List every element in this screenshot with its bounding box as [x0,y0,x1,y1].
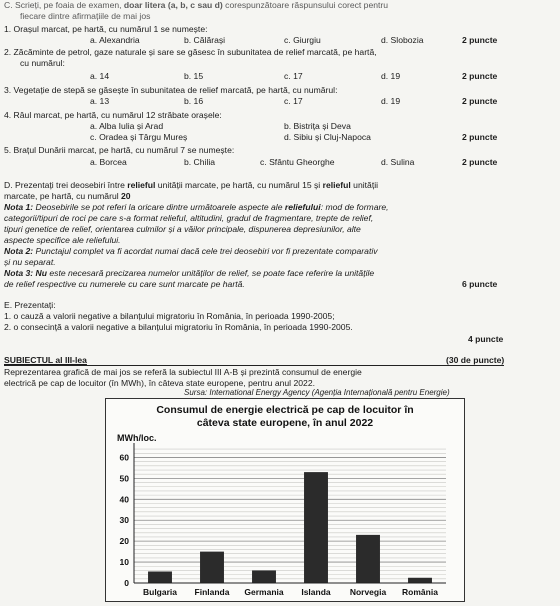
q4-points: 2 puncte [462,132,498,142]
bar-bulgaria [148,571,172,583]
q2-points: 2 puncte [462,71,498,81]
section-d-text: D. Prezentați trei deosebiri între relieful unității marcate, pe hartă, cu numărul 15 și relieful unității [4,180,379,190]
q2-option-d: d. 19 [381,71,401,81]
section-e-item-1: 1. o cauză a valorii negative a bilanțului migratoriu în România, în perioada 1990-2005; [4,311,335,321]
x-tick-label: Islanda [301,587,331,597]
q4-option-b: b. Bistrița și Deva [284,121,351,131]
section-e-points: 4 puncte [468,334,504,344]
question-2-line2: cu numărul: [20,58,65,68]
q4-option-c: c. Oradea și Târgu Mureș [90,132,188,142]
section-e-item-2: 2. o consecință a valorii negative a bilanțului migratoriu în România, în perioada 1990-2005. [4,322,353,332]
question-3: 3. Vegetație de stepă se găsește în subunitatea de relief marcată, pe hartă, cu numărul: [4,85,338,95]
q1-option-b: b. Călărași [184,35,226,45]
note-3-line2: de relief respective cu numerele cu care sunt marcate pe hartă. [4,279,245,289]
x-tick-label: Norvegia [349,587,387,597]
chart-source: Sursa: International Energy Agency (Agenția Internațională pentru Energie) [184,388,450,397]
q1-option-c: c. Giurgiu [284,35,321,45]
q5-option-b: b. Chilia [184,157,216,167]
note-1-line4: aspecte specifice ale reliefului. [4,235,121,245]
q3-option-b: b. 16 [184,96,204,106]
section-d-points: 6 puncte [462,279,498,289]
chart-frame [105,398,465,602]
q3-option-a: a. 13 [90,96,110,106]
y-tick-label: 20 [119,536,129,547]
chart-title: Consumul de energie electrică pe cap de locuitor în [156,404,414,416]
y-tick-label: 40 [119,494,129,505]
subject-3-title: SUBIECTUL al III-lea [4,355,87,365]
note-1: Nota 1: Deosebirile se pot referi la oricare dintre următoarele aspecte ale reliefului: mod de formare, [4,202,389,212]
subject-3-rule [4,365,504,366]
chart-title-line2: câteva state europene, în anul 2022 [196,417,374,429]
bar-norvegia [356,535,380,583]
section-e-title: E. Prezentați: [4,300,56,310]
note-3: Nota 3: Nu este necesară precizarea numelor unităților de relief, se poate face referire la unitățile [4,268,375,278]
q4-option-d: d. Sibiu și Cluj-Napoca [284,132,371,142]
question-1: 1. Orașul marcat, pe hartă, cu numărul 1 se numește: [4,24,208,34]
q1-points: 2 puncte [462,35,498,45]
q2-option-c: c. 17 [284,71,303,81]
note-2-line2: și nu separat. [4,257,56,267]
subject-3-intro-line2: electrică pe cap de locuitor (în MWh), în câteva state europene, pentru anul 2022. [4,378,315,388]
note-1-line2: categorii/tipuri de roci pe care s-a format relieful, altitudini, gradul de fragmentare, trepte de relief, [4,213,374,223]
x-tick-label: Bulgaria [142,587,178,597]
chart-y-label: MWh/loc. [117,433,157,443]
y-tick-label: 30 [119,515,129,526]
y-tick-label: 60 [119,452,129,463]
section-d-text-line2: marcate, pe hartă, cu numărul 20 [4,191,131,201]
subject-3-points: (30 de puncte) [446,355,505,365]
question-5: 5. Brațul Dunării marcat, pe hartă, cu numărul 7 se numește: [4,145,235,155]
bar-islanda [304,472,328,583]
y-tick-label: 50 [119,473,129,484]
bar-germania [252,570,276,583]
q2-option-b: b. 15 [184,71,204,81]
energy-bar-chart [106,399,464,601]
chart-gridlines [134,449,446,583]
section-c-intro-line2: fiecare dintre afirmațiile de mai jos [20,11,151,21]
section-c-intro: C. Scrieți, pe foaia de examen, doar litera (a, b, c sau d) corespunzătoare răspunsului corect pentru [4,0,389,10]
x-tick-label: Germania [244,587,284,597]
q3-option-d: d. 19 [381,96,401,106]
q1-option-a: a. Alexandria [90,35,140,45]
question-4: 4. Râul marcat, pe hartă, cu numărul 12 străbate orașele: [4,110,222,120]
y-tick-label: 0 [124,578,129,588]
q5-points: 2 puncte [462,157,498,167]
x-tick-label: România [402,587,438,597]
q2-option-a: a. 14 [90,71,110,81]
x-tick-label: Finlanda [194,587,230,597]
q5-option-a: a. Borcea [90,157,127,167]
y-tick-label: 10 [119,557,129,568]
subject-3-intro: Reprezentarea grafică de mai jos se referă la subiectul III A-B și prezintă consumul de energie [4,367,362,377]
note-2: Nota 2: Punctajul complet va fi acordat numai dacă cele trei deosebiri vor fi prezentate comparativ [4,246,378,256]
q5-option-c: c. Sfântu Gheorghe [260,157,335,167]
q4-option-a: a. Alba Iulia și Arad [90,121,164,131]
q1-option-d: d. Slobozia [381,35,424,45]
q5-option-d: d. Sulina [381,157,415,167]
bar-românia [408,578,432,583]
q3-option-c: c. 17 [284,96,303,106]
bar-finlanda [200,552,224,583]
q3-points: 2 puncte [462,96,498,106]
note-1-line3: tipuri genetice de relief, orientarea culmilor și a văilor principale, dispunerea depresiunilor, alte [4,224,361,234]
question-2: 2. Zăcăminte de petrol, gaze naturale și sare se găsesc în subunitatea de relief marcată, pe hartă, [4,47,377,57]
